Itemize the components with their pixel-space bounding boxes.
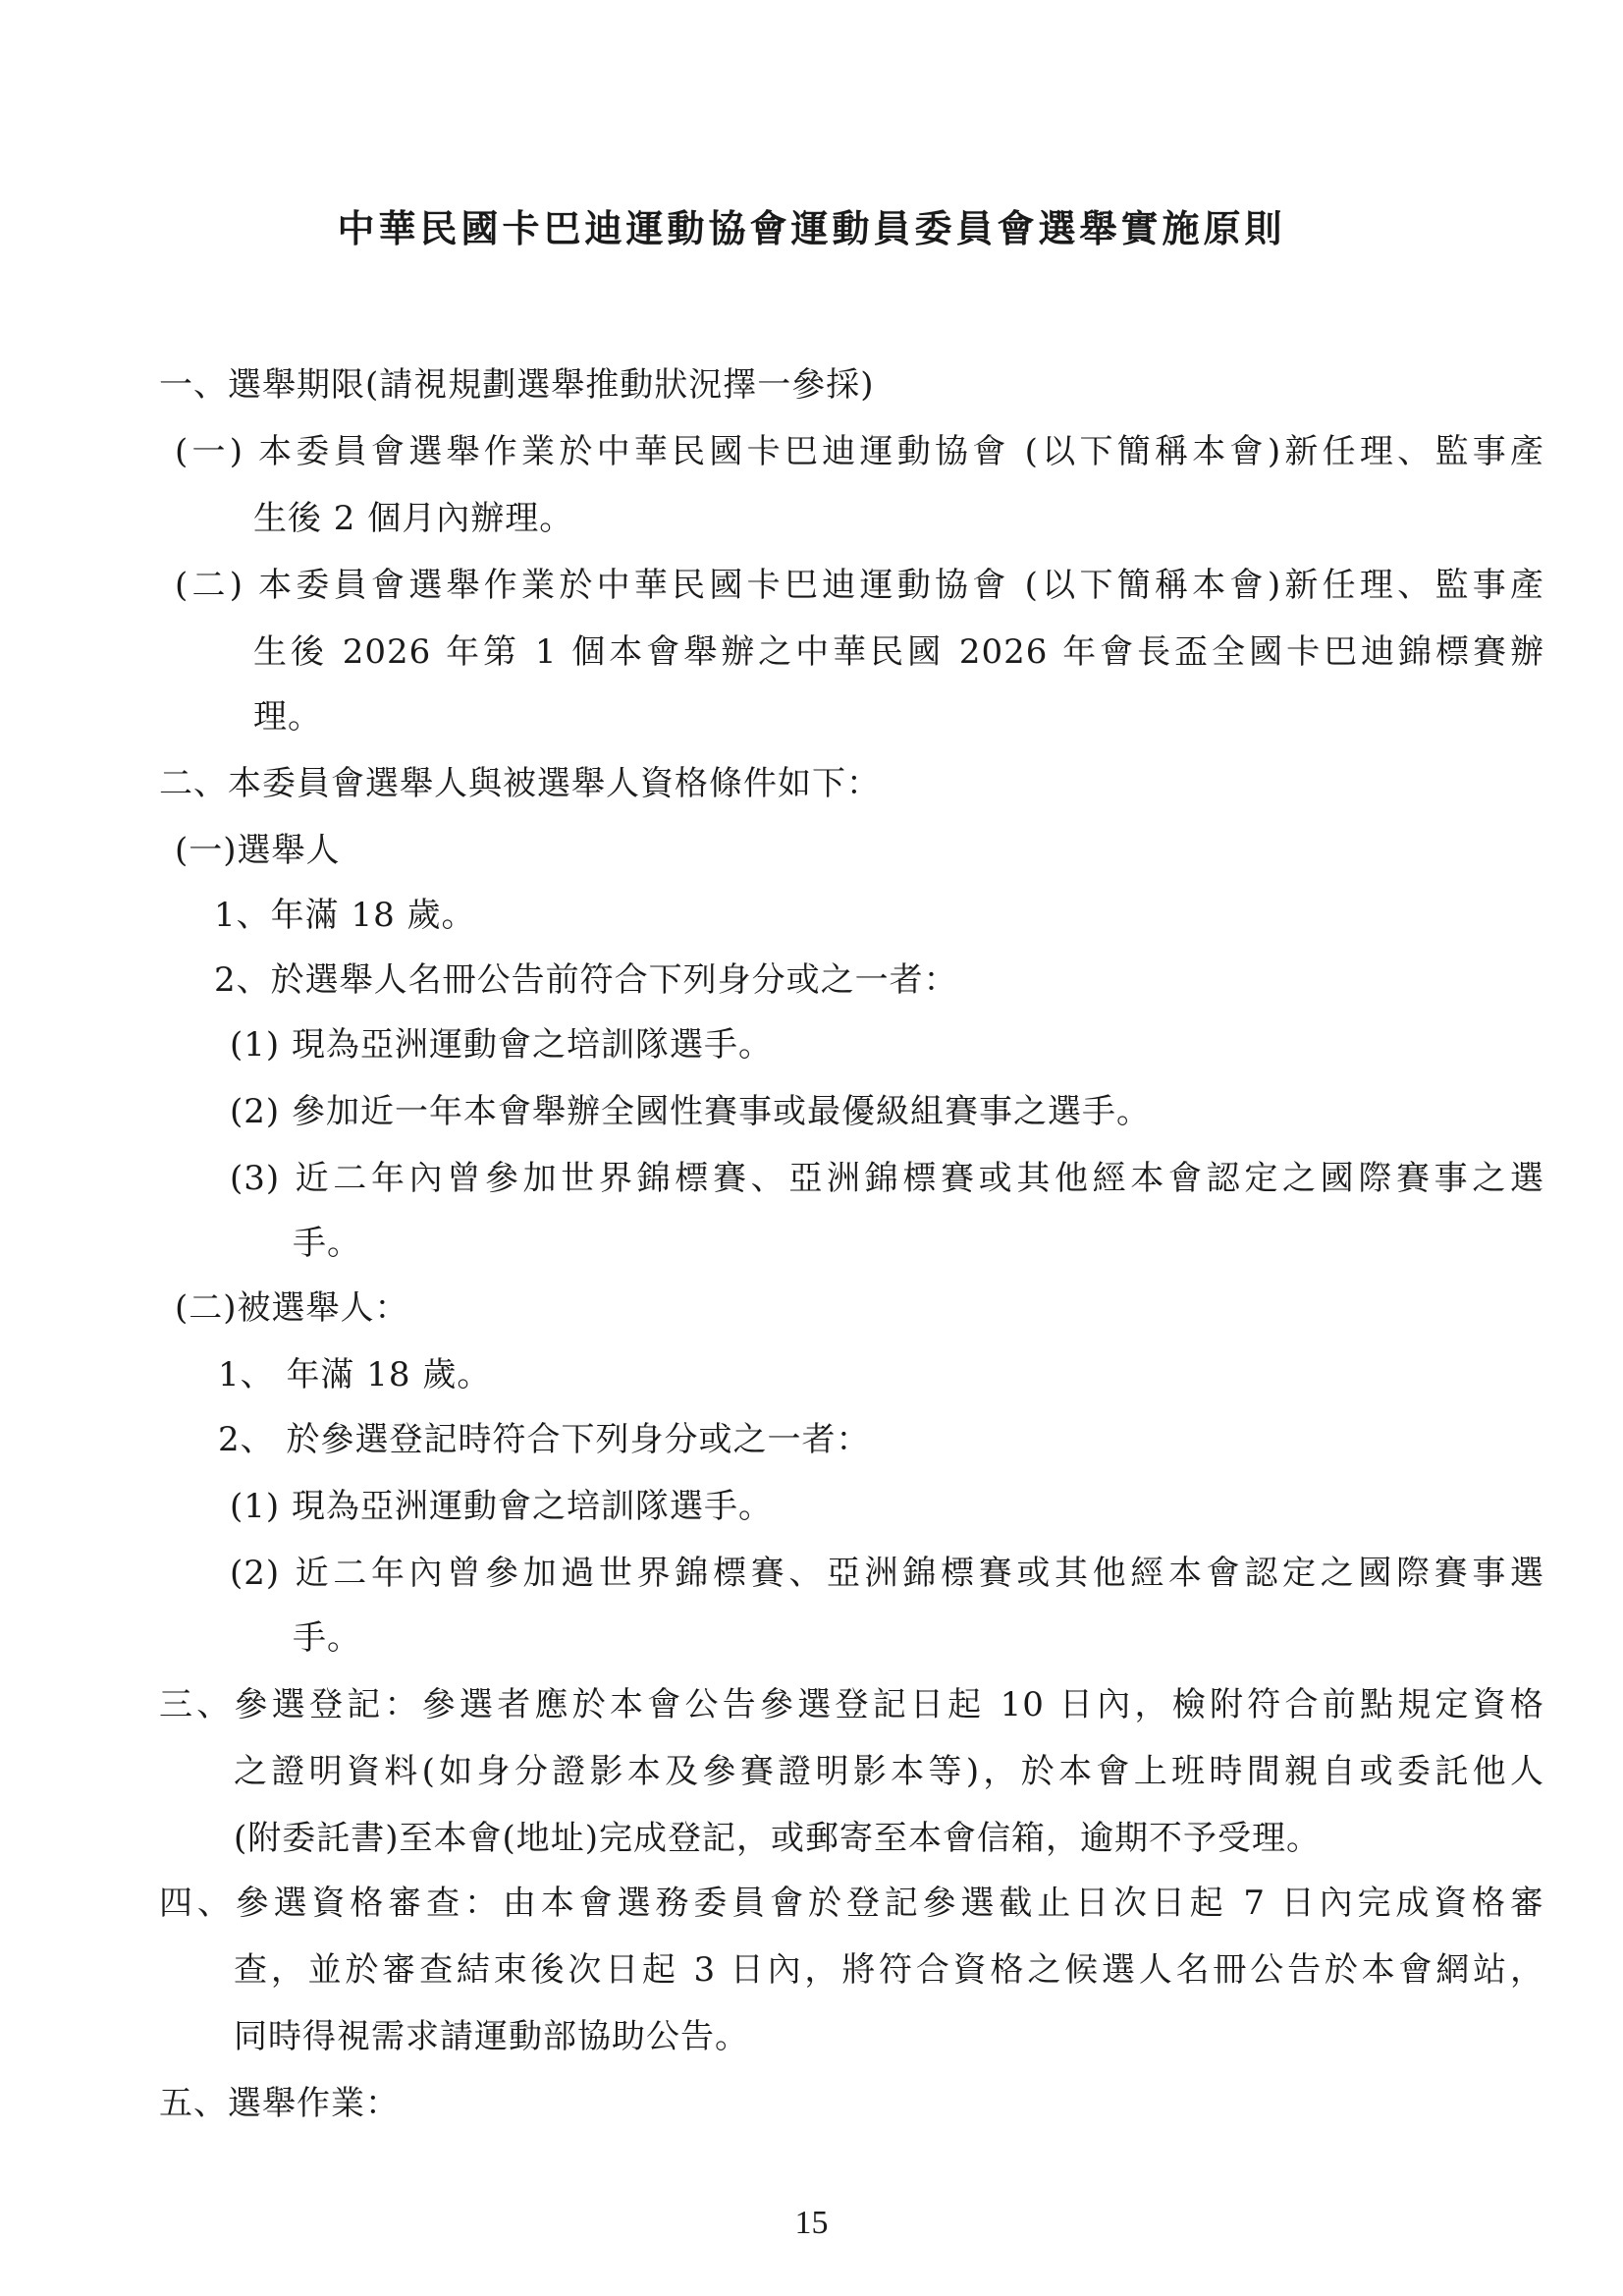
- voters-item-2-2: (2) 參加近一年本會舉辦全國性賽事或最優級組賽事之選手。: [230, 1092, 1151, 1131]
- candidates-item-1: 1、 年滿 18 歲。: [218, 1355, 492, 1394]
- candidates-item-2-2: (2) 近二年內曾參加過世界錦標賽、亞洲錦標賽或其他經本會認定之國際賽事選: [230, 1554, 1544, 1593]
- page-number: 15: [794, 2205, 829, 2241]
- section-4-cont-2: 同時得視需求請運動部協助公告。: [234, 2017, 749, 2056]
- candidates-item-2-2-cont: 手。: [293, 1618, 361, 1658]
- section-4: 四、參選資格審查：由本會選務委員會於登記參選截止日次日起 7 日內完成資格審: [159, 1884, 1544, 1923]
- section-1-item-2-cont: 生後 2026 年第 1 個本會舉辦之中華民國 2026 年會長盃全國卡巴迪錦標賽辦: [253, 632, 1544, 672]
- section-3-cont-2: (附委託書)至本會(地址)完成登記，或郵寄至本會信箱，逾期不予受理。: [234, 1819, 1322, 1858]
- section-1-item-2: (二) 本委員會選舉作業於中華民國卡巴迪運動協會 (以下簡稱本會)新任理、監事產: [175, 566, 1544, 605]
- section-1-heading: 一、選舉期限(請視規劃選舉推動狀況擇一參採): [159, 365, 875, 405]
- document-title: 中華民國卡巴迪運動協會運動員委員會選舉實施原則: [337, 206, 1286, 250]
- candidates-item-2: 2、 於參選登記時符合下列身分或之一者：: [218, 1420, 871, 1459]
- voters-item-2-3-cont: 手。: [293, 1224, 361, 1263]
- section-5-heading: 五、選舉作業：: [159, 2084, 400, 2123]
- voters-item-2-3: (3) 近二年內曾參加世界錦標賽、亞洲錦標賽或其他經本會認定之國際賽事之選: [230, 1159, 1544, 1198]
- section-4-cont-1: 查，並於審查結束後次日起 3 日內，將符合資格之候選人名冊公告於本會網站，: [234, 1950, 1544, 1990]
- voters-item-1: 1、年滿 18 歲。: [214, 896, 476, 935]
- voters-item-2: 2、於選舉人名冊公告前符合下列身分或之一者：: [214, 960, 958, 1000]
- section-2-voters-heading: (一)選舉人: [175, 831, 341, 870]
- section-3: 三、參選登記：參選者應於本會公告參選登記日起 10 日內，檢附符合前點規定資格: [159, 1685, 1544, 1724]
- section-1-item-1-cont: 生後 2 個月內辦理。: [253, 499, 574, 538]
- section-3-cont-1: 之證明資料(如身分證影本及參賽證明影本等)，於本會上班時間親自或委託他人: [234, 1752, 1544, 1791]
- candidates-item-2-1: (1) 現為亞洲運動會之培訓隊選手。: [230, 1487, 773, 1526]
- section-1-item-1: (一) 本委員會選舉作業於中華民國卡巴迪運動協會 (以下簡稱本會)新任理、監事產: [175, 432, 1544, 471]
- section-2-candidates-heading: (二)被選舉人：: [175, 1288, 409, 1328]
- section-1-item-2-end: 理。: [253, 697, 322, 737]
- section-2-heading: 二、本委員會選舉人與被選舉人資格條件如下：: [159, 764, 881, 803]
- voters-item-2-1: (1) 現為亞洲運動會之培訓隊選手。: [230, 1025, 773, 1065]
